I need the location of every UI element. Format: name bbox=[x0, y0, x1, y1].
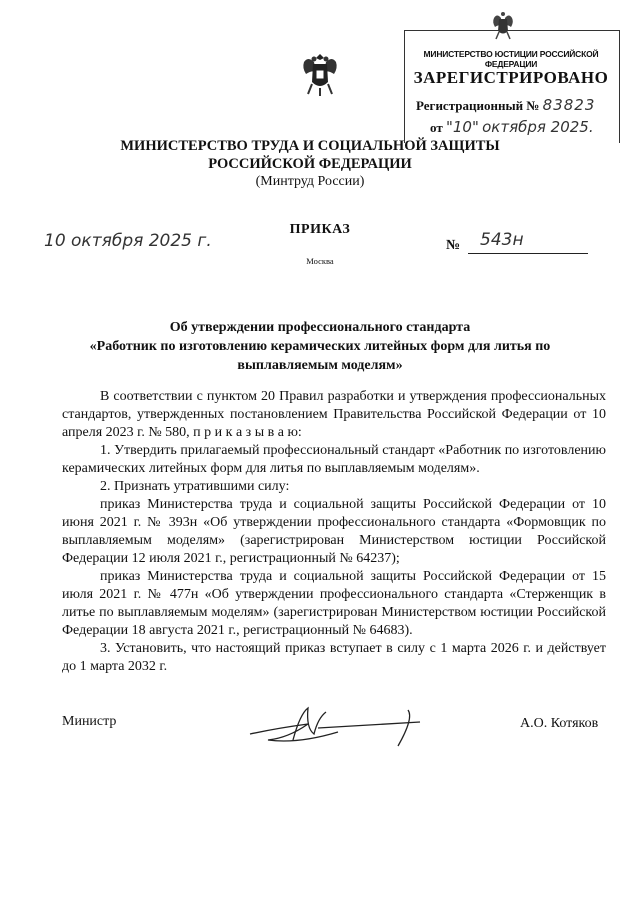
body-paragraph-2: 2. Признать утратившими силу: bbox=[100, 479, 290, 494]
body-paragraph-1: 1. Утвердить прилагаемый профессиональный стандарт «Работник по изготовлению керамических литейных форм для литья по выплавляемым моделям». bbox=[62, 443, 606, 476]
ministry-name-line2: РОССИЙСКОЙ ФЕДЕРАЦИИ bbox=[208, 156, 412, 172]
order-date-handwritten: 10 октября 2025 г. bbox=[44, 231, 212, 251]
order-subject bbox=[70, 318, 570, 375]
stamp-registration-number: 83823 bbox=[542, 96, 596, 114]
signatory-name: А.О. Котяков bbox=[520, 716, 599, 731]
ministry-name-line1: МИНИСТЕРСТВО ТРУДА И СОЦИАЛЬНОЙ ЗАЩИТЫ bbox=[120, 138, 500, 154]
stamp-registration-label: Регистрационный № bbox=[416, 98, 540, 113]
order-number-handwritten: 543н bbox=[480, 230, 524, 250]
body-paragraph-2b: приказ Министерства труда и социальной защиты Российской Федерации от 15 июля 2021 г. № 477н «Об утверждении профессионального стандарта «Стерженщик в литье по выплавляемым моделям» (зарегистрирован Министерством юстиции Российской Федерации 18 августа 2021 г., регистрационный № 64683). bbox=[62, 569, 606, 638]
subject-line2: «Работник по изготовлению керамических литейных форм для литья по bbox=[89, 339, 551, 354]
stamp-date-prefix: от bbox=[430, 120, 443, 135]
stamp-date-day: "10" bbox=[445, 118, 479, 136]
ministry-short-name: (Минтруд России) bbox=[255, 174, 365, 189]
body-paragraph-preamble: В соответствии с пунктом 20 Правил разработки и утверждения профессиональных стандартов, утвержденных постановлением Правительства Российской Федерации от 10 апреля 2023 г. № 580, п р и к а з ы в а ю: bbox=[62, 389, 606, 440]
stamp-title: ЗАРЕГИСТРИРОВАНО bbox=[413, 68, 609, 87]
order-number-underline bbox=[468, 253, 588, 254]
stamp-date-rest: октября 2025. bbox=[482, 118, 594, 136]
ministry-name bbox=[100, 137, 520, 173]
order-number-label: № bbox=[446, 238, 461, 253]
order-title: ПРИКАЗ bbox=[289, 222, 351, 237]
stamp-ministry: МИНИСТЕРСТВО ЮСТИЦИИ РОССИЙСКОЙ ФЕДЕРАЦИИ bbox=[423, 49, 599, 69]
subject-line3: выплавляемым моделям» bbox=[237, 358, 403, 373]
stamp-registration-line bbox=[416, 96, 595, 114]
body-paragraph-3: 3. Установить, что настоящий приказ вступает в силу с 1 марта 2026 г. и действует до 1 марта 2032 г. bbox=[62, 641, 606, 674]
stamp-date-line bbox=[430, 118, 594, 136]
stamp-emblem-icon bbox=[490, 10, 516, 42]
order-body bbox=[62, 388, 606, 676]
handwritten-signature bbox=[248, 704, 428, 748]
subject-line1: Об утверждении профессионального стандарта bbox=[169, 320, 471, 335]
signatory-title: Министр bbox=[62, 714, 117, 729]
order-city: Москва bbox=[306, 256, 334, 266]
coat-of-arms-emblem bbox=[298, 50, 342, 100]
body-paragraph-2a: приказ Министерства труда и социальной защиты Российской Федерации от 10 июня 2021 г. № 393н «Об утверждении профессионального стандарта «Формовщик по выплавляемым моделям» (зарегистрирован Министерством юстиции Российской Федерации 12 июля 2021 г., регистрационный № 64237); bbox=[62, 497, 606, 566]
